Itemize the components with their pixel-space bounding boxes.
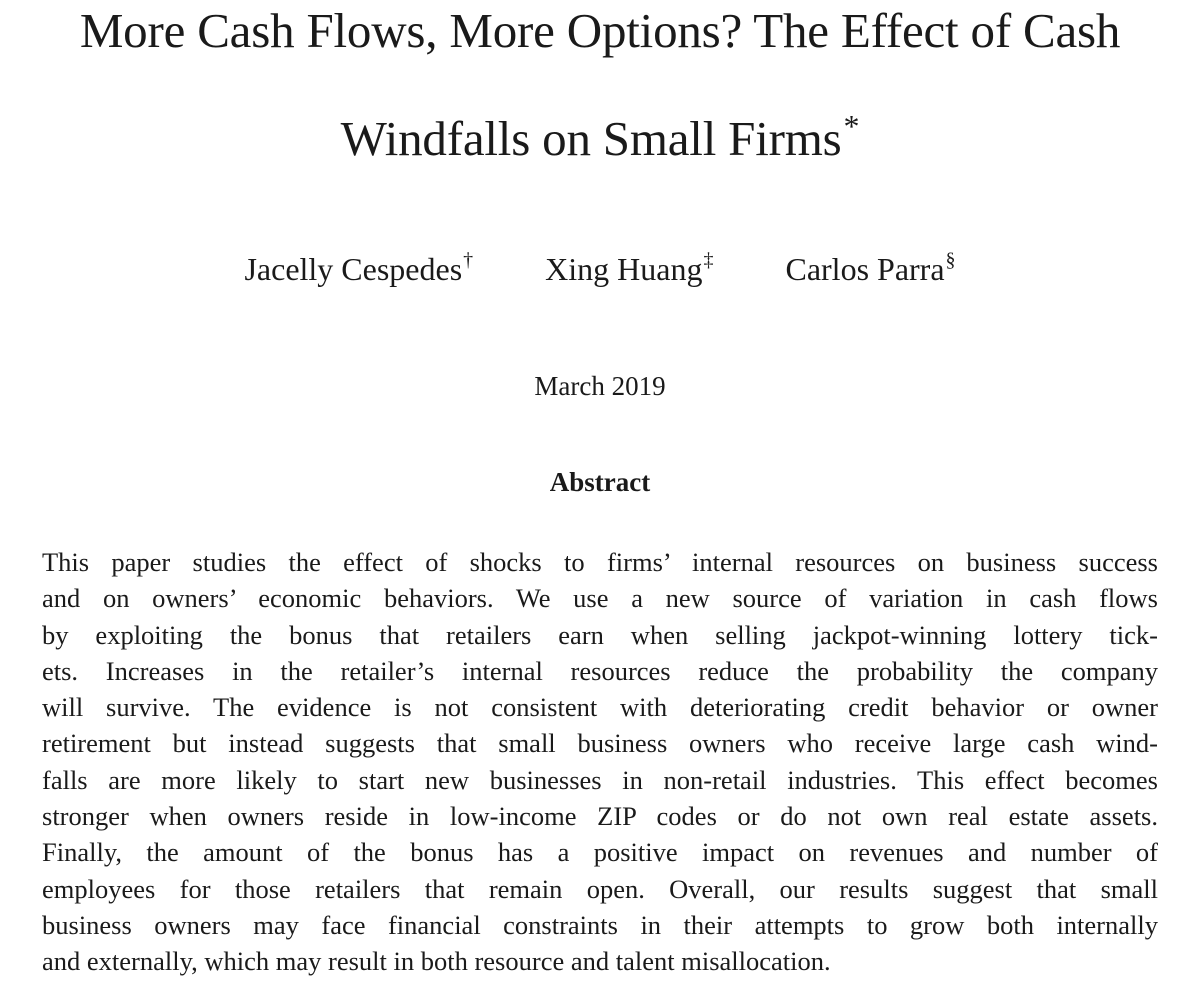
abstract-line: Finally, the amount of the bonus has a positive impact on revenues and number of: [42, 837, 1158, 868]
author-1: [244, 250, 473, 288]
title-text-1: More Cash Flows, More Options? The Effect of Cash: [79, 3, 1121, 58]
paper-title-line-2: [0, 108, 1200, 166]
abstract-line: by exploiting the bonus that retailers earn when selling jackpot-winning lottery tick-: [42, 619, 1158, 650]
abstract-line: and on owners’ economic behaviors. We use a new source of variation in cash flows: [42, 583, 1158, 614]
abstract-line: retirement but instead suggests that small business owners who receive large cash wind-: [42, 728, 1158, 759]
abstract-line: ets. Increases in the retailer’s internal resources reduce the probability the company: [42, 655, 1158, 686]
author-3: [785, 250, 955, 288]
abstract-body: [42, 544, 1158, 980]
author-footnote-mark: †: [463, 249, 474, 271]
abstract-line: business owners may face financial constraints in their attempts to grow both internally: [42, 909, 1158, 940]
author-name: Xing Huang: [545, 251, 703, 287]
author-footnote-mark: ‡: [703, 249, 714, 271]
abstract-line: This paper studies the effect of shocks to firms’ internal resources on business success: [42, 547, 1158, 577]
abstract-line: stronger when owners reside in low-income ZIP codes or do not own real estate assets.: [42, 801, 1158, 832]
author-2: [545, 250, 713, 288]
title-text-2: Windfalls on Small Firms: [340, 111, 842, 166]
abstract-line: and externally, which may result in both resource and talent misallocation.: [42, 946, 831, 977]
author-list: [0, 250, 1200, 288]
author-name: Jacelly Cespedes: [244, 251, 463, 287]
abstract-line: will survive. The evidence is not consistent with deteriorating credit behavior or owner: [42, 692, 1158, 723]
author-name: Carlos Parra: [785, 251, 945, 287]
author-footnote-mark: §: [945, 249, 956, 271]
abstract-heading: Abstract: [549, 467, 651, 497]
title-footnote-mark: *: [843, 108, 860, 144]
paper-title-line-1: [0, 3, 1200, 58]
abstract-line: employees for those retailers that remain open. Overall, our results suggest that small: [42, 873, 1158, 904]
abstract-line: falls are more likely to start new businesses in non-retail industries. This effect becomes: [42, 764, 1158, 795]
publication-date: March 2019: [534, 371, 666, 401]
